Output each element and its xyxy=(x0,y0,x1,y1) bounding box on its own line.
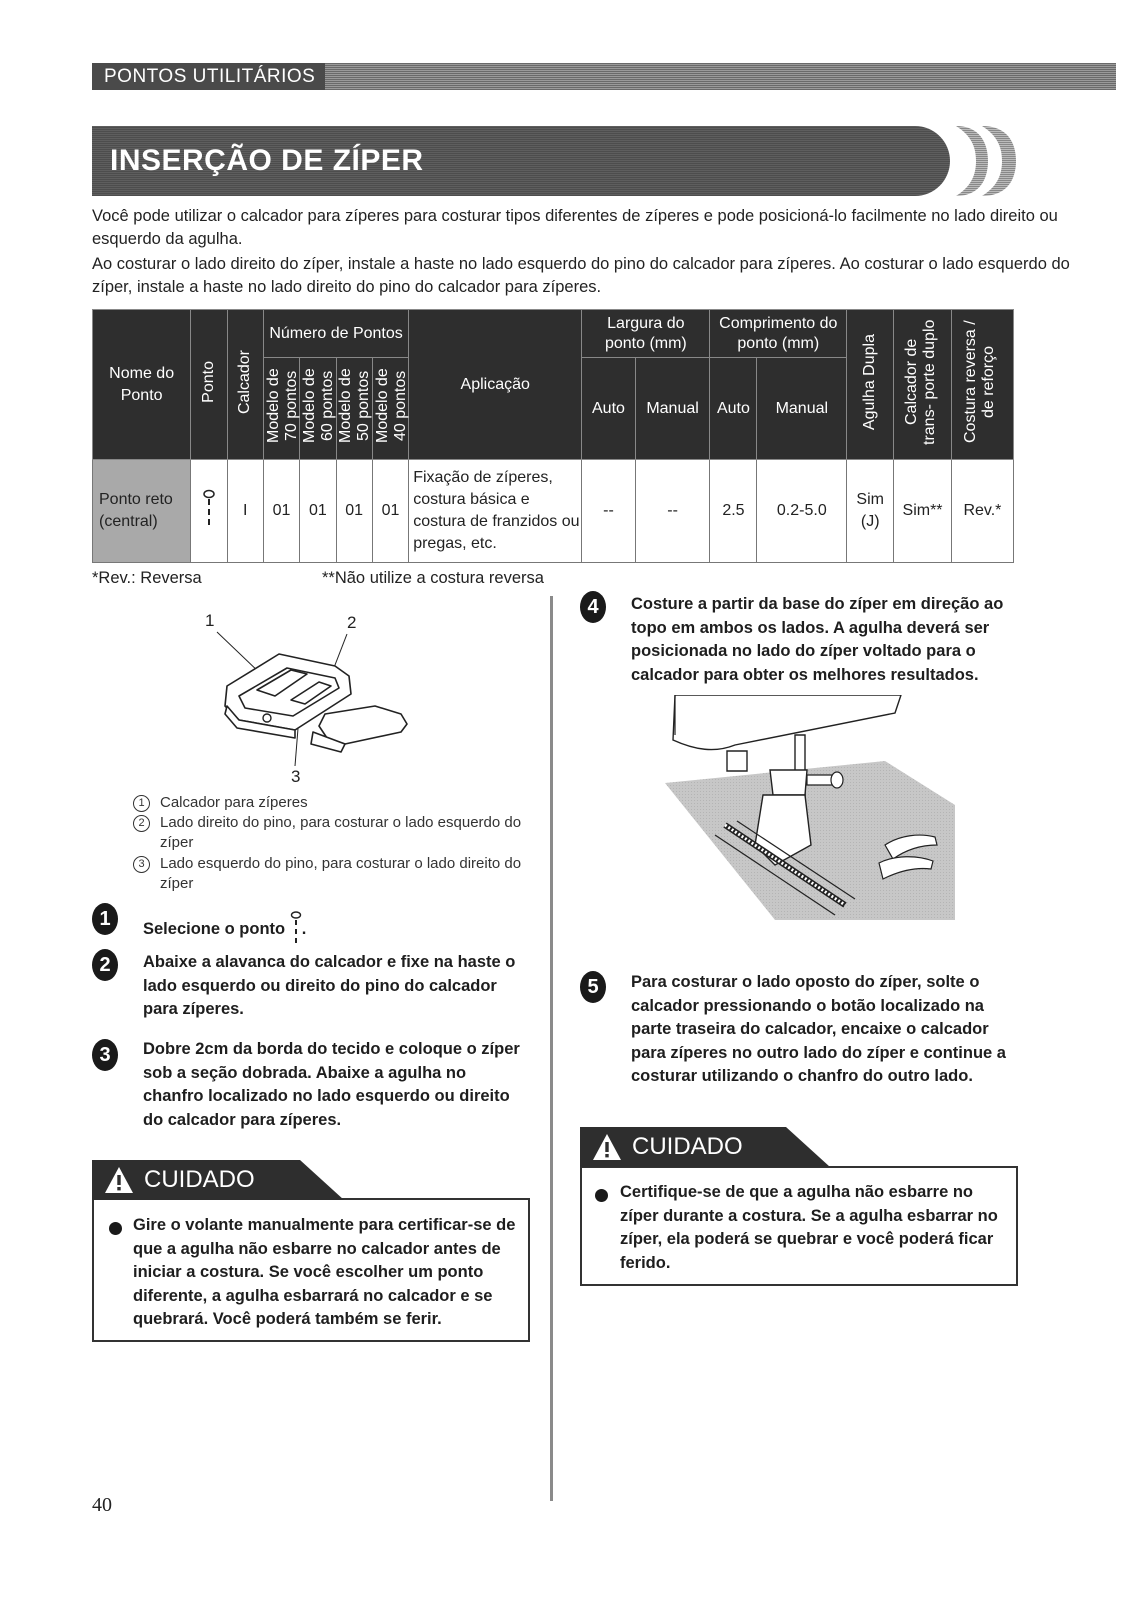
callout-3 xyxy=(133,854,543,894)
header-reversa xyxy=(951,310,1013,460)
header-model-50-text: Modelo de 50 pontos xyxy=(337,368,373,444)
figure-label-1: 1 xyxy=(205,611,215,630)
step-1-suffix: . xyxy=(301,920,307,938)
step-5-badge: 5 xyxy=(580,971,606,1003)
header-model-70-text: Modelo de 70 pontos xyxy=(264,368,300,444)
step-3-text: Dobre 2cm da borda do tecido e coloque o zíper sob a seção dobrada. Abaixe a agulha no chanfro localizado no lado esquerdo ou direito do calcador para zíperes. xyxy=(143,1040,520,1129)
cell-largura-auto: -- xyxy=(582,460,635,563)
footnote-rev: *Rev.: Reversa xyxy=(92,569,202,587)
cell-name xyxy=(93,460,191,563)
cell-model-40: 01 xyxy=(372,460,408,563)
caution-left-bullet xyxy=(109,1222,122,1235)
caution-tab-right-slope xyxy=(786,1127,830,1167)
caution-left-text: Gire o volante manualmente para certificar-se de que a agulha não esbarre no calcador antes de iniciar a costura. Se você escolher um ponto diferente, a agulha esbarrará no calcador e se quebrará. Você poderá também se ferir. xyxy=(133,1216,516,1328)
caution-right-bullet xyxy=(595,1189,608,1202)
header-model-60 xyxy=(300,358,336,460)
callout-1 xyxy=(133,793,543,813)
cell-reversa: Rev.* xyxy=(951,460,1013,563)
caution-tab-left xyxy=(92,1160,300,1200)
warning-triangle-icon xyxy=(592,1133,622,1161)
header-reversa-text: Costura reversa / de reforço xyxy=(962,320,998,444)
caution-tab-right xyxy=(580,1127,786,1167)
page-number: 40 xyxy=(92,1494,112,1516)
header-comprimento xyxy=(710,310,847,358)
title-decoration-icon xyxy=(952,126,1018,196)
callout-3-number: 3 xyxy=(133,856,150,873)
header-comp-auto: Auto xyxy=(710,358,757,460)
header-largura-manual: Manual xyxy=(635,358,710,460)
step-5-text: Para costurar o lado oposto do zíper, solte o calcador pressionando o botão localizado na parte traseira do calcador, encaixe o calcador para zíperes no outro lado do zíper e continue a costurar utilizando o chanfro do outro lado. xyxy=(631,973,1006,1085)
step-4-badge: 4 xyxy=(580,591,606,623)
intro-paragraph-2: Ao costurar o lado direito do zíper, instale a haste no lado esquerdo do pino do calcador para zíperes. Ao costurar o lado esquerdo do zíper, instale a haste no lado direito do pino do calcador para zíperes. xyxy=(92,255,1070,296)
table-row xyxy=(93,460,1014,563)
cell-name-text: Ponto reto (central) xyxy=(99,491,173,530)
figure-label-3: 3 xyxy=(291,767,301,786)
footnote-nao: **Não utilize a costura reversa xyxy=(322,569,544,587)
sewing-machine-illustration xyxy=(655,695,955,920)
section-label: PONTOS UTILITÁRIOS xyxy=(92,63,325,90)
callout-2-text: Lado direito do pino, para costurar o lado esquerdo do zíper xyxy=(160,814,522,851)
step-4-text: Costure a partir da base do zíper em direção ao topo em ambos os lados. A agulha deverá ser posicionada no lado do zíper voltado para o calcador para obter os melhores resultados. xyxy=(631,595,1004,684)
step-2-badge: 2 xyxy=(92,949,118,981)
stitch-table xyxy=(92,309,1014,563)
caution-tab-left-slope xyxy=(300,1160,344,1200)
header-model-50 xyxy=(336,358,372,460)
header-largura-text: Largura do ponto (mm) xyxy=(604,314,687,352)
header-largura-auto: Auto xyxy=(582,358,635,460)
header-calcador-text: Calcador xyxy=(236,349,254,415)
caution-left-title: CUIDADO xyxy=(144,1166,255,1193)
header-calcador xyxy=(227,310,263,460)
step-2-text: Abaixe a alavanca do calcador e fixe na haste o lado esquerdo ou direito do pino do calcador para zíperes. xyxy=(143,953,516,1018)
header-ponto xyxy=(191,310,227,460)
warning-triangle-icon xyxy=(104,1166,134,1194)
header-model-70 xyxy=(263,358,299,460)
step-3-badge: 3 xyxy=(92,1039,118,1071)
cell-agulha-text: Sim (J) xyxy=(856,491,884,530)
callout-1-text: Calcador para zíperes xyxy=(160,794,308,811)
cell-model-50: 01 xyxy=(336,460,372,563)
header-transporte-text: Calcador de trans- porte duplo xyxy=(902,319,938,445)
cell-transporte: Sim** xyxy=(894,460,952,563)
header-ponto-text: Ponto xyxy=(199,361,217,403)
step-1-label: Selecione o ponto xyxy=(143,920,286,938)
header-model-40-text: Modelo de 40 pontos xyxy=(373,368,409,444)
header-largura xyxy=(582,310,710,358)
figure-label-2: 2 xyxy=(347,613,357,632)
header-model-60-text: Modelo de 60 pontos xyxy=(300,368,336,444)
header-transporte xyxy=(894,310,952,460)
caution-right-title: CUIDADO xyxy=(632,1133,743,1160)
caution-right-text: Certifique-se de que a agulha não esbarre no zíper durante a costura. Se a agulha esbarrar no zíper, ela poderá se quebrar e você poderá ficar ferido. xyxy=(620,1183,998,1272)
header-name-text: Nome do Ponto xyxy=(109,364,175,404)
header-comp-manual: Manual xyxy=(757,358,847,460)
callout-2-number: 2 xyxy=(133,815,150,832)
callout-3-text: Lado esquerdo do pino, para costurar o lado direito do zíper xyxy=(160,855,522,892)
cell-model-70: 01 xyxy=(263,460,299,563)
callout-2 xyxy=(133,813,543,853)
header-name xyxy=(93,310,191,460)
cell-largura-manual: -- xyxy=(635,460,710,563)
cell-agulha xyxy=(847,460,894,563)
step-1-text xyxy=(143,910,306,946)
cell-calcador: I xyxy=(227,460,263,563)
header-agulha-dupla xyxy=(847,310,894,460)
straight-stitch-icon xyxy=(290,910,302,946)
page-title: INSERÇÃO DE ZÍPER xyxy=(110,144,424,177)
header-model-40 xyxy=(372,358,408,460)
intro-paragraph-1: Você pode utilizar o calcador para zíperes para costurar tipos diferentes de zíperes e pode posicioná-lo facilmente no lado direito ou esquerdo da agulha. xyxy=(92,207,1058,248)
cell-aplicacao: Fixação de zíperes, costura básica e costura de franzidos ou pregas, etc. xyxy=(409,460,582,563)
cell-ponto xyxy=(191,460,227,563)
cell-comp-manual: 0.2-5.0 xyxy=(757,460,847,563)
header-numero-pontos: Número de Pontos xyxy=(263,310,408,358)
header-agulha-text: Agulha Dupla xyxy=(861,333,879,431)
column-divider xyxy=(550,596,553,1501)
cell-model-60: 01 xyxy=(300,460,336,563)
header-aplicacao: Aplicação xyxy=(409,310,582,460)
step-1-badge: 1 xyxy=(92,903,118,935)
straight-stitch-icon xyxy=(202,489,216,529)
zipper-foot-illustration xyxy=(195,606,475,791)
callout-1-number: 1 xyxy=(133,795,150,812)
cell-comp-auto: 2.5 xyxy=(710,460,757,563)
header-comprimento-text: Comprimento do ponto (mm) xyxy=(719,314,838,352)
